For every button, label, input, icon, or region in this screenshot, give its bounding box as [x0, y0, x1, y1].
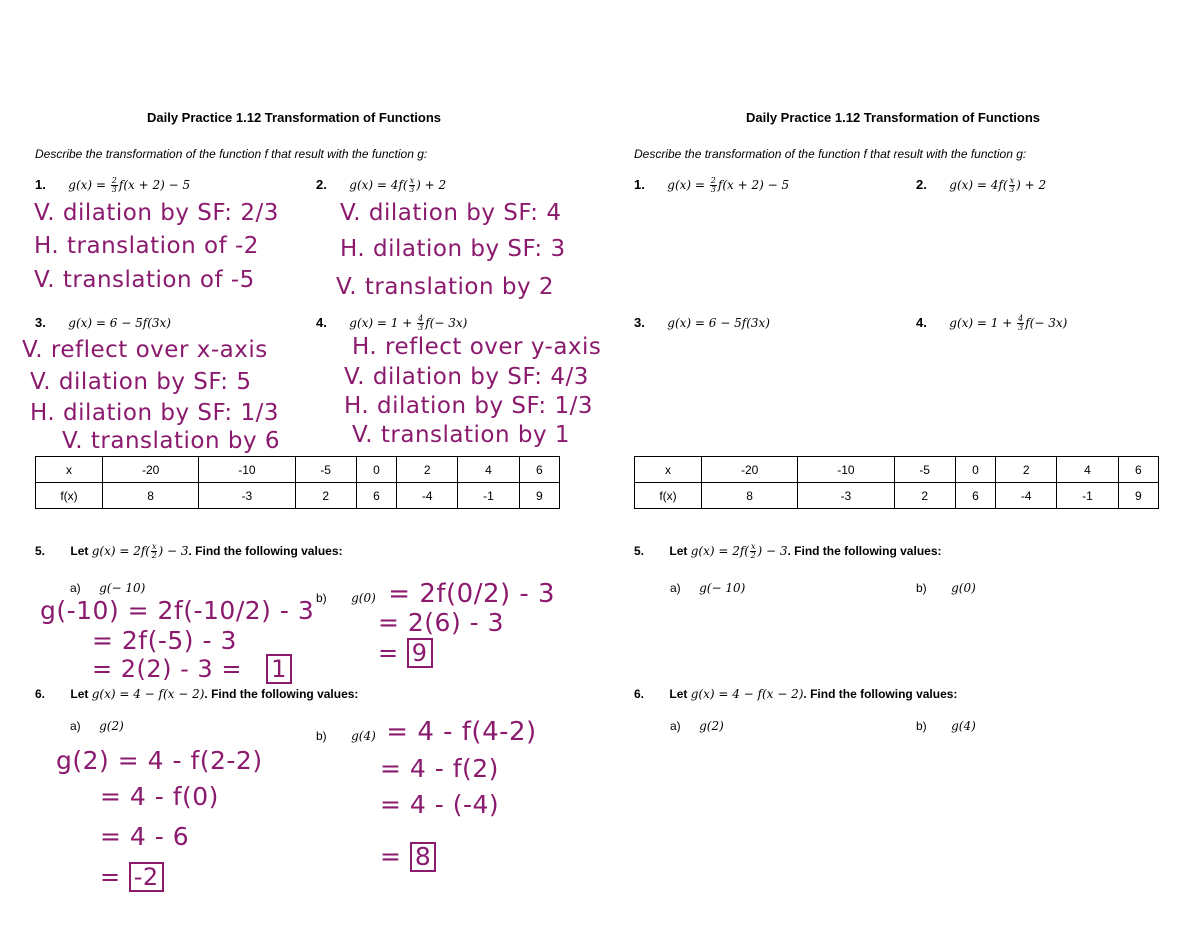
table-row [36, 457, 560, 483]
table-cell: -3 [798, 483, 894, 509]
let-text: Let [70, 544, 92, 558]
handwriting-p6b-line2: = 4 - f(2) [380, 754, 499, 783]
problem-expression: g(x) = 6 − 5f(3x) [68, 316, 171, 330]
part-label: b) [316, 591, 327, 605]
find-text: . Find the following values: [803, 687, 958, 701]
handwriting-p6a-line4 [100, 862, 164, 892]
problem-5b-right [916, 579, 976, 597]
frac-den: 3 [710, 185, 716, 194]
frac-den: 2 [750, 551, 756, 560]
table-row [635, 457, 1159, 483]
table-cell: 6 [519, 457, 559, 483]
table-cell: 9 [519, 483, 559, 509]
problem-expression: g(x) = 4 − f(x − 2) [690, 687, 804, 701]
problem-number: 2. [316, 177, 327, 192]
expr-post: ) + 2 [1016, 178, 1047, 192]
problem-6-left [35, 687, 358, 701]
table-cell: 6 [356, 483, 396, 509]
expr-post: ) − 3 [158, 544, 189, 558]
problem-number: 5. [634, 544, 645, 558]
table-cell: -5 [295, 457, 356, 483]
problem-number: 6. [35, 687, 46, 701]
part-label: b) [916, 719, 927, 733]
problem-6a-left [70, 717, 124, 735]
problem-number: 1. [634, 177, 645, 192]
part-expression: g(0) [951, 581, 976, 595]
table-cell: 8 [103, 483, 199, 509]
handwriting-text: = 2(2) - 3 = [92, 655, 242, 683]
part-label: a) [70, 719, 81, 733]
let-text: Let [669, 544, 691, 558]
handwriting-p5a-line1: g(-10) = 2f(-10/2) - 3 [40, 596, 315, 625]
table-cell: 2 [894, 483, 955, 509]
problem-expression: g(x) = 4 − f(x − 2) [91, 687, 205, 701]
handwriting-p5b-line2: = 2(6) - 3 [378, 608, 505, 637]
part-label: a) [70, 581, 81, 595]
frac-num: 4 [418, 314, 424, 323]
frac-num: x [1009, 176, 1015, 185]
frac-den: 3 [1018, 323, 1024, 332]
table-cell: 2 [996, 457, 1057, 483]
table-cell: 0 [356, 457, 396, 483]
expr-post: ) − 3 [757, 544, 788, 558]
table-cell: x [36, 457, 103, 483]
table-cell: -10 [798, 457, 894, 483]
problem-1-left [35, 176, 190, 194]
expr-post: f(− 3x) [425, 316, 468, 330]
table-cell: 8 [702, 483, 798, 509]
handwriting-p1-line2: H. translation of -2 [34, 233, 259, 259]
answer-box: 9 [407, 638, 433, 668]
frac-den: 3 [1009, 185, 1015, 194]
table-cell: -4 [397, 483, 458, 509]
problem-4-right [916, 314, 1067, 332]
problem-number: 3. [35, 315, 46, 330]
page-title-left: Daily Practice 1.12 Transformation of Functions [147, 110, 442, 125]
handwriting-p4-line4: V. translation by 1 [352, 422, 571, 448]
find-text: . Find the following values: [188, 544, 343, 558]
table-cell: 6 [955, 483, 995, 509]
problem-number: 4. [916, 315, 927, 330]
table-cell: 4 [1057, 457, 1118, 483]
problem-6a-right [670, 717, 724, 735]
handwriting-p6a-line3: = 4 - 6 [100, 822, 190, 851]
answer-box: 1 [266, 654, 292, 684]
table-cell: -5 [894, 457, 955, 483]
expr-pre: g(x) = 1 + [349, 316, 417, 330]
table-cell: 6 [1118, 457, 1158, 483]
part-expression: g(− 10) [99, 581, 146, 595]
part-expression: g(4) [351, 729, 376, 743]
expr-post: f(− 3x) [1025, 316, 1068, 330]
part-label: a) [670, 719, 681, 733]
problem-3-right [634, 314, 770, 332]
handwriting-p4-line2: V. dilation by SF: 4/3 [344, 364, 589, 390]
let-text: Let [70, 687, 92, 701]
value-table-right [634, 456, 1159, 509]
part-expression: g(0) [351, 591, 376, 605]
expr-pre: g(x) = 2f( [91, 544, 150, 558]
problem-1-right [634, 176, 789, 194]
handwriting-p4-line3: H. dilation by SF: 1/3 [344, 393, 593, 419]
expr-pre: g(x) = 4f( [949, 178, 1008, 192]
problem-expression: g(x) = 6 − 5f(3x) [667, 316, 770, 330]
page-title-right: Daily Practice 1.12 Transformation of Functions [746, 110, 1041, 125]
handwriting-text: = [380, 842, 402, 871]
answer-box: -2 [129, 862, 164, 892]
handwriting-p3-line4: V. translation by 6 [62, 428, 281, 454]
problem-5a-left [70, 579, 145, 597]
frac-den: 2 [151, 551, 157, 560]
handwriting-p3-line1: V. reflect over x-axis [22, 337, 268, 363]
frac-den: 3 [111, 185, 117, 194]
handwriting-p6b-line4 [380, 842, 436, 872]
table-cell: -4 [996, 483, 1057, 509]
table-row [635, 483, 1159, 509]
problem-2-right [916, 176, 1046, 194]
expr-post: ) + 2 [416, 178, 447, 192]
problem-number: 6. [634, 687, 645, 701]
problem-6b-right [916, 717, 976, 735]
handwriting-p3-line3: H. dilation by SF: 1/3 [30, 400, 279, 426]
frac-num: 2 [111, 176, 117, 185]
expr-pre: g(x) = [667, 178, 709, 192]
handwriting-p2-line2: H. dilation by SF: 3 [340, 236, 566, 262]
handwriting-p6a-line2: = 4 - f(0) [100, 782, 219, 811]
table-cell: -20 [103, 457, 199, 483]
handwriting-text: = [100, 863, 121, 891]
table-cell: x [635, 457, 702, 483]
part-expression: g(2) [99, 719, 124, 733]
instructions-left: Describe the transformation of the function f that result with the function g: [35, 147, 428, 161]
frac-num: 4 [1018, 314, 1024, 323]
problem-6b-left [316, 717, 537, 747]
problem-5b-left [316, 579, 555, 609]
expr-post: f(x + 2) − 5 [118, 178, 191, 192]
handwriting-p5a-line2: = 2f(-5) - 3 [92, 626, 237, 655]
handwriting-p5a-line3 [92, 654, 292, 684]
handwriting-p1-line1: V. dilation by SF: 2/3 [34, 200, 279, 226]
problem-number: 3. [634, 315, 645, 330]
problem-number: 1. [35, 177, 46, 192]
handwriting-p6b-line3: = 4 - (-4) [380, 790, 500, 819]
part-label: b) [316, 729, 327, 743]
expr-pre: g(x) = 1 + [949, 316, 1017, 330]
frac-num: x [750, 542, 756, 551]
handwriting-p1-line3: V. translation of -5 [34, 267, 255, 293]
instructions-right: Describe the transformation of the function f that result with the function g: [634, 147, 1027, 161]
find-text: . Find the following values: [787, 544, 942, 558]
table-cell: -10 [199, 457, 295, 483]
handwriting-p2-line3: V. translation by 2 [336, 274, 555, 300]
part-label: a) [670, 581, 681, 595]
frac-num: 2 [710, 176, 716, 185]
table-cell: -1 [458, 483, 519, 509]
problem-number: 5. [35, 544, 46, 558]
problem-number: 2. [916, 177, 927, 192]
handwriting-text: = [378, 639, 399, 667]
let-text: Let [669, 687, 691, 701]
problem-5a-right [670, 579, 745, 597]
handwriting-p2-line1: V. dilation by SF: 4 [340, 200, 562, 226]
expr-post: f(x + 2) − 5 [717, 178, 790, 192]
frac-den: 3 [409, 185, 415, 194]
table-cell: -1 [1057, 483, 1118, 509]
problem-2-left [316, 176, 446, 194]
table-cell: 2 [295, 483, 356, 509]
answer-box: 8 [410, 842, 436, 872]
table-cell: 9 [1118, 483, 1158, 509]
frac-num: x [409, 176, 415, 185]
expr-pre: g(x) = 4f( [349, 178, 408, 192]
expr-pre: g(x) = 2f( [690, 544, 749, 558]
handwriting-p4-line1: H. reflect over y-axis [352, 334, 602, 360]
frac-den: 3 [418, 323, 424, 332]
table-cell: 2 [397, 457, 458, 483]
problem-4-left [316, 314, 467, 332]
part-expression: g(2) [699, 719, 724, 733]
table-row [36, 483, 560, 509]
part-label: b) [916, 581, 927, 595]
table-cell: f(x) [36, 483, 103, 509]
table-cell: 4 [458, 457, 519, 483]
table-cell: f(x) [635, 483, 702, 509]
problem-number: 4. [316, 315, 327, 330]
table-cell: -3 [199, 483, 295, 509]
handwriting-p6a-line1: g(2) = 4 - f(2-2) [56, 746, 263, 775]
handwriting-p5b-line1: = 2f(0/2) - 3 [388, 579, 556, 609]
handwriting-p6b-line1: = 4 - f(4-2) [386, 717, 537, 747]
problem-6-right [634, 687, 957, 701]
problem-5-right [634, 543, 942, 560]
handwriting-p5b-line3 [378, 638, 433, 668]
part-expression: g(− 10) [699, 581, 746, 595]
table-cell: -20 [702, 457, 798, 483]
value-table-left [35, 456, 560, 509]
part-expression: g(4) [951, 719, 976, 733]
expr-pre: g(x) = [68, 178, 110, 192]
problem-5-left [35, 543, 343, 560]
frac-num: x [151, 542, 157, 551]
find-text: . Find the following values: [204, 687, 359, 701]
table-cell: 0 [955, 457, 995, 483]
problem-3-left [35, 314, 171, 332]
handwriting-p3-line2: V. dilation by SF: 5 [30, 369, 252, 395]
